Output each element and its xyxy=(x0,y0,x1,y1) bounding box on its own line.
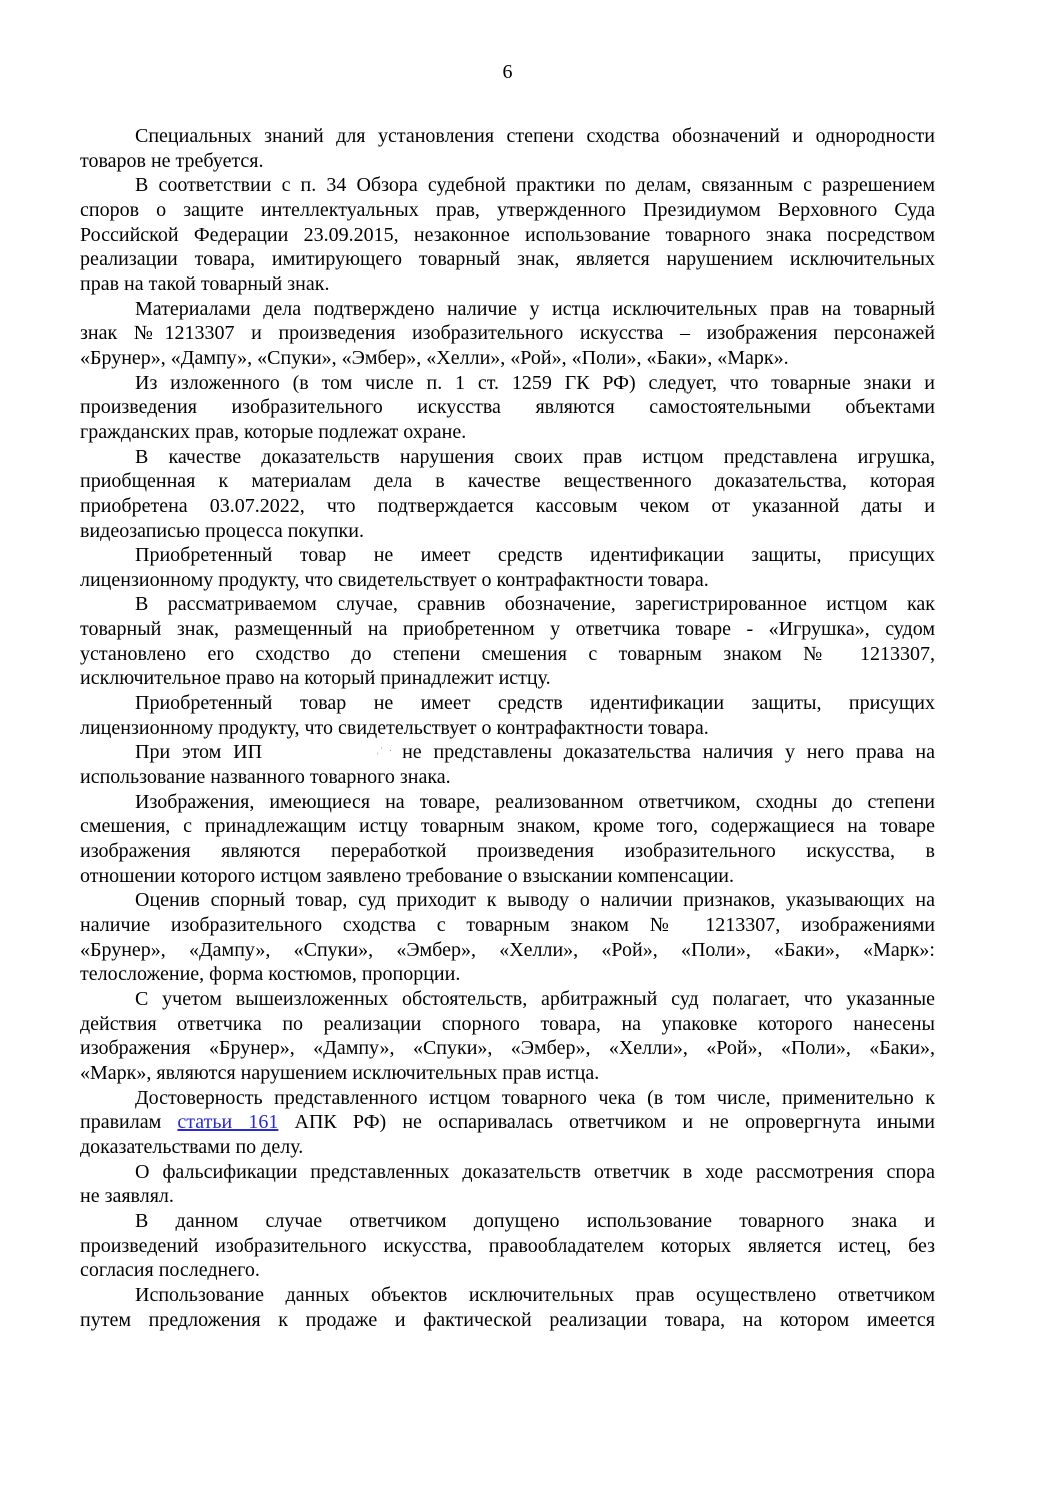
text-line: согласия последнего. xyxy=(80,1259,260,1282)
paragraph xyxy=(80,1160,935,1209)
paragraph xyxy=(80,1209,935,1283)
paragraph xyxy=(80,297,935,371)
text-line: правилам статьи 161 АПК РФ) не оспаривалась ответчиком и не опровергнута иными xyxy=(80,1111,935,1134)
text-line: С учетом вышеизложенных обстоятельств, арбитражный суд полагает, что указанные xyxy=(135,987,935,1010)
text-line: исключительное право на который принадлежит истцу. xyxy=(80,667,551,690)
text-line: лицензионному продукту, что свидетельствует о контрафактности товара. xyxy=(80,716,709,739)
text-line: произведений изобразительного искусства, правообладателем которых является истец, без xyxy=(80,1234,935,1257)
document-body xyxy=(80,124,935,1332)
text-line: смешения, с принадлежащим истцу товарным знаком, кроме того, содержащиеся на товаре xyxy=(80,815,935,838)
text-line: наличие изобразительного сходства с товарным знаком № 1213307, изображениями xyxy=(80,914,935,936)
text-line: Использование данных объектов исключительных прав осуществлено ответчиком xyxy=(135,1283,935,1306)
paragraph xyxy=(80,987,935,1086)
text-line: установлено его сходство до степени смешения с товарным знаком № 1213307, xyxy=(80,642,935,665)
paragraph xyxy=(80,1283,935,1332)
text-line: Российской Федерации 23.09.2015, незаконное использование товарного знака посредством xyxy=(80,223,935,246)
text-line: прав на такой товарный знак. xyxy=(80,272,330,295)
text-line: При этом ИП ˒ · . не представлены доказательства наличия у него права на xyxy=(80,740,935,765)
text-line: не заявлял. xyxy=(80,1185,174,1208)
text-line: Из изложенного (в том числе п. 1 ст. 1259 ГК РФ) следует, что товарные знаки и xyxy=(135,371,935,394)
text-line: В рассматриваемом случае, сравнив обозначение, зарегистрированное истцом как xyxy=(135,593,935,616)
text-line: товарный знак, размещенный на приобретенном у ответчика товаре - «Игрушка», судом xyxy=(80,618,935,641)
text-line: «Брунер», «Дампу», «Спуки», «Эмбер», «Хелли», «Рой», «Поли», «Баки», «Марк»: xyxy=(80,938,935,961)
text-line: В соответствии с п. 34 Обзора судебной практики по делам, связанным с разрешением xyxy=(135,174,935,197)
paragraph xyxy=(80,592,935,691)
paragraph xyxy=(80,173,935,296)
page-number: 6 xyxy=(502,61,513,83)
text-line: приобретена 03.07.2022, что подтверждается кассовым чеком от указанной даты и xyxy=(80,494,935,517)
text-line: Специальных знаний для установления степени сходства обозначений и однородности xyxy=(135,125,935,147)
text-line: Оценив спорный товар, суд приходит к выводу о наличии признаков, указывающих на xyxy=(135,889,935,912)
text-line: споров о защите интеллектуальных прав, утвержденного Президиумом Верховного Суда xyxy=(80,198,935,221)
text-line: видеозаписью процесса покупки. xyxy=(80,519,364,542)
text-line: В качестве доказательств нарушения своих прав истцом представлена игрушка, xyxy=(135,445,935,468)
paragraph xyxy=(80,1086,935,1160)
paragraph xyxy=(80,543,935,592)
text-line: лицензионному продукту, что свидетельствует о контрафактности товара. xyxy=(80,568,709,591)
text-line: знак №1213307 и произведения изобразительного искусства – изображения персонажей xyxy=(80,322,935,345)
text-line: использование названного товарного знака. xyxy=(80,766,451,789)
paragraph xyxy=(80,740,935,789)
text-line: В данном случае ответчиком допущено использование товарного знака и xyxy=(135,1209,935,1232)
paragraph xyxy=(80,691,935,740)
text-line: телосложение, форма костюмов, пропорции. xyxy=(80,963,461,986)
text-line: доказательствами по делу. xyxy=(80,1135,304,1158)
text-line: товаров не требуется. xyxy=(80,149,264,172)
text-line: Достоверность представленного истцом товарного чека (в том числе, применительно к xyxy=(135,1086,935,1109)
text-line: реализации товара, имитирующего товарный знак, является нарушением исключительных xyxy=(80,248,935,271)
text-line: «Марк», являются нарушением исключительных прав истца. xyxy=(80,1061,600,1084)
redacted-name xyxy=(262,742,402,758)
text-line: путем предложения к продаже и фактической реализации товара, на котором имеется xyxy=(80,1308,935,1331)
paragraph xyxy=(80,371,935,445)
text-line: изображения «Брунер», «Дампу», «Спуки», «Эмбер», «Хелли», «Рой», «Поли», «Баки», xyxy=(80,1037,935,1060)
text-line: «Брунер», «Дампу», «Спуки», «Эмбер», «Хелли», «Рой», «Поли», «Баки», «Марк». xyxy=(80,346,789,369)
text-line: действия ответчика по реализации спорного товара, на упаковке которого нанесены xyxy=(80,1012,935,1035)
paragraph xyxy=(80,888,935,987)
text-line: Приобретенный товар не имеет средств идентификации защиты, присущих xyxy=(135,692,935,715)
paragraph xyxy=(80,790,935,889)
text-line: отношении которого истцом заявлено требование о взыскании компенсации. xyxy=(80,864,735,887)
text-line: О фальсификации представленных доказательств ответчик в ходе рассмотрения спора xyxy=(135,1160,935,1183)
text-line: Приобретенный товар не имеет средств идентификации защиты, присущих xyxy=(135,544,935,567)
paragraph xyxy=(80,124,935,173)
text-line: Материалами дела подтверждено наличие у истца исключительных прав на товарный xyxy=(135,297,935,320)
paragraph xyxy=(80,445,935,544)
text-line: изображения являются переработкой произведения изобразительного искусства, в xyxy=(80,840,935,863)
text-line: гражданских прав, которые подлежат охране. xyxy=(80,420,467,443)
text-line: приобщенная к материалам дела в качестве вещественного доказательства, которая xyxy=(80,470,935,493)
statya-161-link[interactable]: статьи 161 xyxy=(177,1111,279,1134)
text-line: произведения изобразительного искусства являются самостоятельными объектами xyxy=(80,396,935,419)
text-line: Изображения, имеющиеся на товаре, реализованном ответчиком, сходны до степени xyxy=(135,790,935,813)
